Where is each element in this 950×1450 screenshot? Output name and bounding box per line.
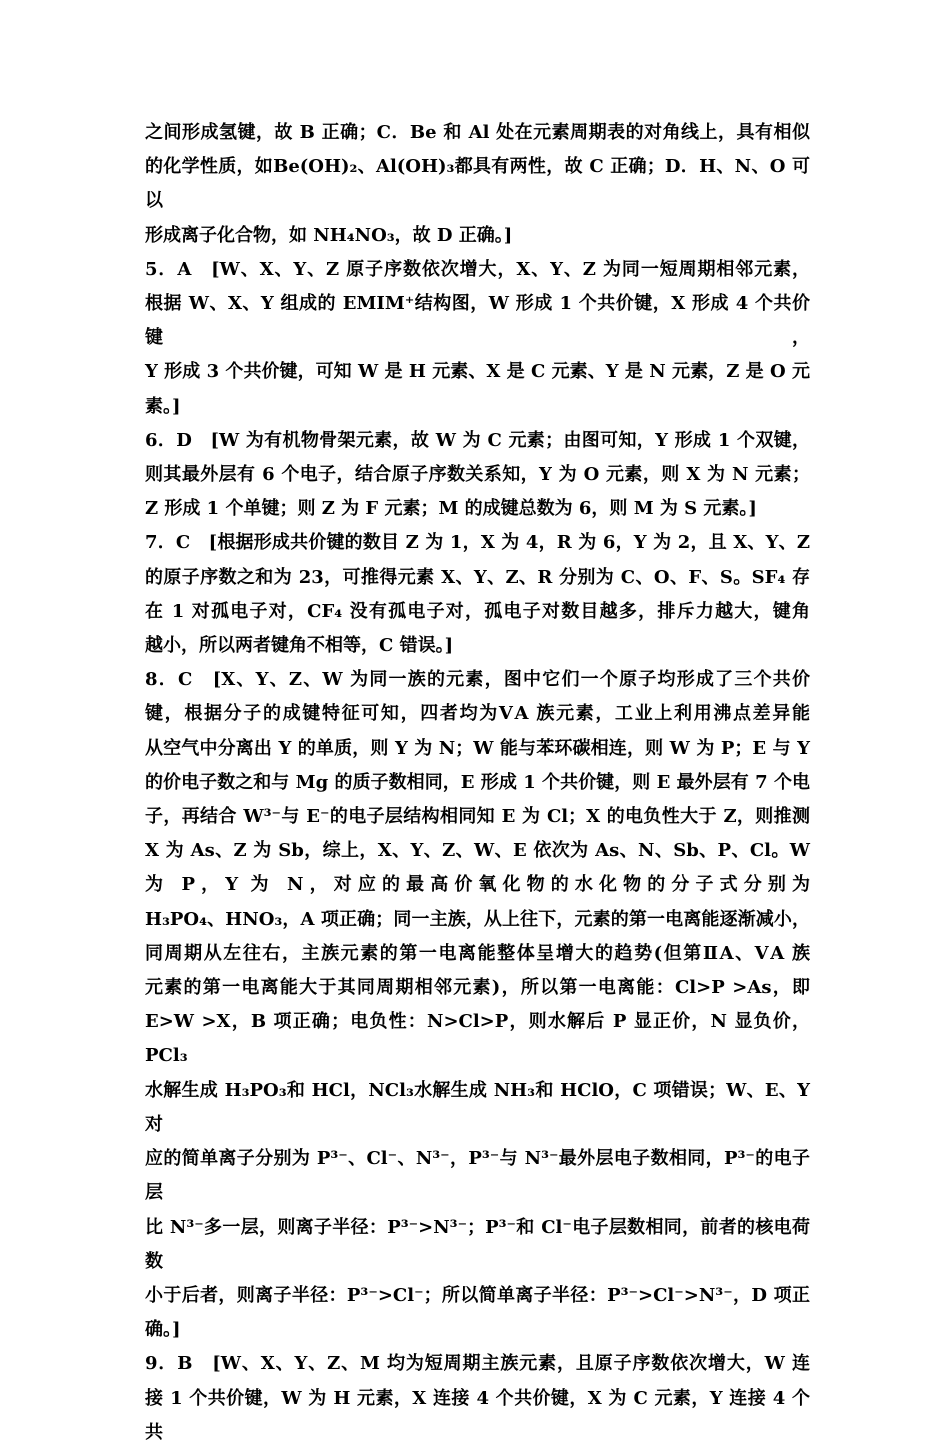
text-line: H₃PO₄、HNO₃，A 项正确；同一主族，从上往下，元素的第一电离能逐渐减小， — [145, 908, 810, 930]
answer-6 — [145, 424, 810, 527]
text-line: 6．D [W 为有机物骨架元素，故 W 为 C 元素；由图可知，Y 形成 1 个双键， — [145, 429, 810, 451]
text-line: 则其最外层有 6 个电子，结合原子序数关系知，Y 为 O 元素，则 X 为 N 元素； — [145, 464, 810, 486]
text-line: 之间形成氢键，故 B 正确；C．Be 和 Al 处在元素周期表的对角线上，具有相似 — [145, 122, 810, 143]
text-line: 元素的第一电离能大于其同周期相邻元素)，所以第一电离能：Cl>P >As，即 — [145, 977, 810, 999]
text-line: 从空气中分离出 Y 的单质，则 Y 为 N；W 能与苯环碳相连，则 W 为 P；E 与 Y — [145, 737, 810, 759]
text-line: 8．C [X、Y、Z、W 为同一族的元素，图中它们一个原子均形成了三个共价 — [145, 669, 810, 691]
text-line: X 为 As、Z 为 Sb，综上，X、Y、Z、W、E 依次为 As、N、Sb、P、Cl。W — [145, 840, 810, 862]
answer-8 — [145, 663, 810, 1347]
text-line: 越小，所以两者键角不相等，C 错误。] — [145, 635, 454, 657]
text-line: 5．A [W、X、Y、Z 原子序数依次增大，X、Y、Z 为同一短周期相邻元素， — [145, 258, 810, 280]
text-line: 的价电子数之和与 Mg 的质子数相同，E 形成 1 个共价键，则 E 最外层有 7 个电 — [145, 771, 810, 793]
text-line: 在 1 对孤电子对，CF₄ 没有孤电子对，孤电子对数目越多，排斥力越大，键角 — [145, 600, 810, 622]
text-line: 7．C [根据形成共价键的数目 Z 为 1，X 为 4，R 为 6，Y 为 2，且 X、Y、Z — [145, 532, 810, 554]
text-line: 的原子序数之和为 23，可推得元素 X、Y、Z、R 分别为 C、O、F、S。SF₄ 存 — [145, 566, 810, 588]
text-line: 确。] — [145, 1319, 181, 1341]
text-line: 形成离子化合物，如 NH₄NO₃，故 D 正确。] — [145, 224, 513, 246]
text-line: 同周期从左往右，主族元素的第一电离能整体呈增大的趋势(但第ⅡA、ⅤA 族 — [145, 942, 810, 964]
answer-7 — [145, 526, 810, 663]
text-line: 水解生成 H₃PO₃和 HCl，NCl₃水解生成 NH₃和 HClO，C 项错误；W、E、Y 对 — [145, 1079, 810, 1135]
answer-9 — [145, 1347, 810, 1450]
text-line: 应的简单离子分别为 P³⁻、Cl⁻、N³⁻，P³⁻与 N³⁻最外层电子数相同，P³⁻的电子层 — [145, 1148, 810, 1204]
text-line: 接 1 个共价键，W 为 H 元素，X 连接 4 个共价键，X 为 C 元素，Y 连接 4 个共 — [145, 1387, 810, 1443]
text-line: E>W >X，B 项正确；电负性：N>Cl>P，则水解后 P 显正价，N 显负价，PCl₃ — [145, 1011, 810, 1067]
text-line: 素。] — [145, 395, 181, 417]
text-line: 小于后者，则离子半径：P³⁻>Cl⁻；所以简单离子半径：P³⁻>Cl⁻>N³⁻，D 项正 — [145, 1284, 810, 1306]
text-line: 为 P，Y 为 N，对应的最高价氧化物的水化物的分子式分别为 — [145, 874, 810, 896]
answer-4-continued — [145, 116, 810, 253]
text-line: 子，再结合 W³⁻与 E⁻的电子层结构相同知 E 为 Cl；X 的电负性大于 Z，则推测 — [145, 806, 810, 828]
text-line: Z 形成 1 个单键；则 Z 为 F 元素；M 的成键总数为 6，则 M 为 S 元素。] — [145, 498, 757, 520]
text-line: 键，根据分子的成键特征可知，四者均为ⅤA 族元素，工业上利用沸点差异能 — [145, 703, 810, 725]
text-line: 的化学性质，如Be(OH)₂、Al(OH)₃都具有两性，故 C 正确；D．H、N、O 可以 — [145, 156, 810, 212]
text-line: 比 N³⁻多一层，则离子半径：P³⁻>N³⁻；P³⁻和 Cl⁻电子层数相同，前者的核电荷数 — [145, 1216, 810, 1272]
text-line: 根据 W、X、Y 组成的 EMIM⁺结构图，W 形成 1 个共价键，X 形成 4 个共价键， — [145, 293, 810, 349]
text-line: 9．B [W、X、Y、Z、M 均为短周期主族元素，且原子序数依次增大，W 连 — [145, 1353, 810, 1375]
answer-5 — [145, 253, 810, 424]
text-line: Y 形成 3 个共价键，可知 W 是 H 元素、X 是 C 元素、Y 是 N 元素，Z 是 O 元 — [145, 361, 810, 383]
